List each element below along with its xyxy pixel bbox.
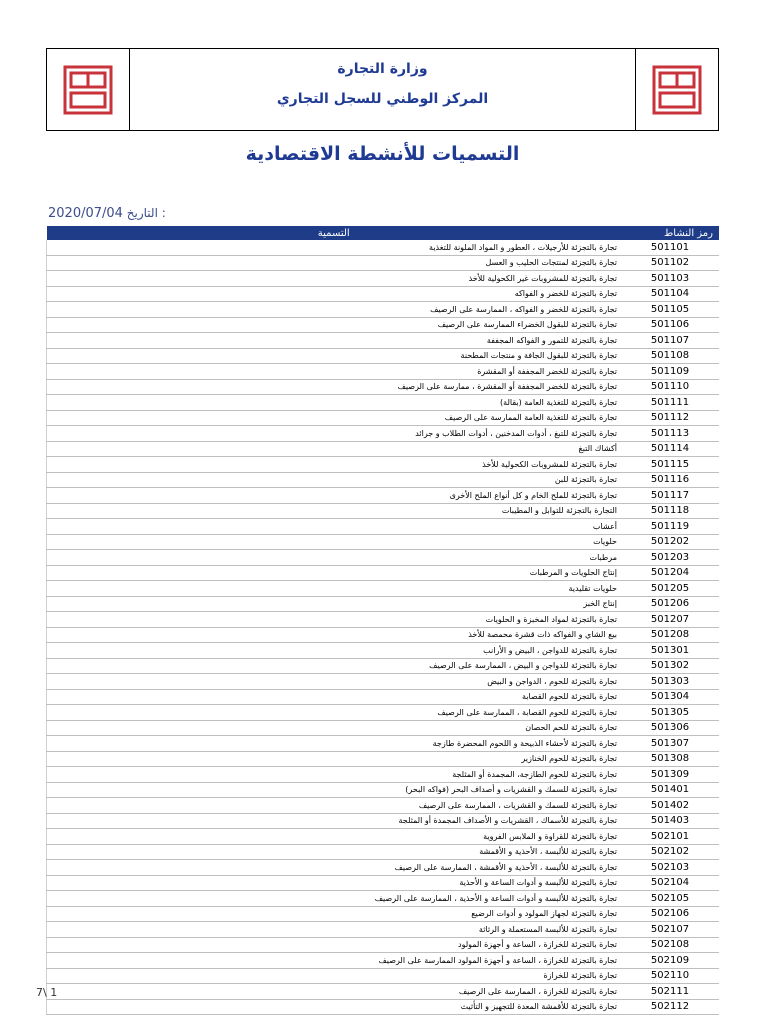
col-code-header: رمز النشاط [621,226,719,240]
activity-name: تجارة بالتجزئة للأسماك ، القشريات و الأصداف المجمدة أو المثلجة [47,813,622,829]
table-row [47,999,720,1015]
activity-name: تجارة بالتجزئة للبقول الجافة و منتجات المطحنة [47,348,622,364]
activity-name: تجارة بالتجزئة للخضر المجففة أو المقشرة ، ممارسة على الرصيف [47,379,622,395]
left-logo-cell [47,49,130,130]
activity-code: 501114 [621,441,719,457]
activity-name: تجارة بالتجزئة للسمك و القشريات ، الممارسة على الرصيف [47,798,622,814]
header-box [46,48,719,131]
activity-code: 501103 [621,271,719,287]
activity-code: 501108 [621,348,719,364]
activity-code: 502107 [621,922,719,938]
activity-code: 501207 [621,612,719,628]
activity-code: 501403 [621,813,719,829]
activity-code: 501102 [621,255,719,271]
date-label: التاريخ : [126,206,166,220]
header-titles [129,49,636,130]
table-row [47,612,720,628]
activity-code: 501203 [621,550,719,566]
activity-code: 502108 [621,937,719,953]
activity-code: 502105 [621,891,719,907]
activity-name: تجارة بالتجزئة للخرازة ، الساعة و أجهزة المولود الممارسة على الرصيف [47,953,622,969]
table-row [47,395,720,411]
activity-name: تجارة بالتجزئة للخضر المجففة أو المقشرة [47,364,622,380]
activity-code: 501101 [621,240,719,255]
activity-code: 502101 [621,829,719,845]
activity-code: 502104 [621,875,719,891]
table-row [47,937,720,953]
activity-code: 502106 [621,906,719,922]
activity-code: 501117 [621,488,719,504]
date-value: 2020/07/04 [48,206,123,221]
table-row [47,488,720,504]
activity-name: أكشاك التبغ [47,441,622,457]
table-row [47,798,720,814]
activity-name: تجارة بالتجزئة للبقول الخضراء الممارسة على الرصيف [47,317,622,333]
table-row [47,674,720,690]
activity-name: تجارة بالتجزئة لجهاز المولود و أدوات الرضيع [47,906,622,922]
activity-code: 501105 [621,302,719,318]
activity-name: تجارة بالتجزئة لأحشاء الذبيحة و اللحوم المحضرة طازجة [47,736,622,752]
right-logo-cell [635,49,718,130]
activity-code: 501303 [621,674,719,690]
table-header-row [47,226,720,240]
activity-code: 501304 [621,689,719,705]
activity-name: تجارة بالتجزئة لمواد المخبزة و الحلويات [47,612,622,628]
activity-code: 501110 [621,379,719,395]
table-row [47,441,720,457]
activity-name: تجارة بالتجزئة للدواجن و البيض ، الممارسة على الرصيف [47,658,622,674]
table-row [47,410,720,426]
activity-code: 502110 [621,968,719,984]
activity-name: تجارة بالتجزئة للأقمشة المعدة للتجهيز و التأثيث [47,999,622,1015]
activity-code: 501308 [621,751,719,767]
table-row [47,519,720,535]
table-row [47,271,720,287]
table-row [47,720,720,736]
table-row [47,953,720,969]
activity-code: 501204 [621,565,719,581]
activity-code: 501116 [621,472,719,488]
table-row [47,860,720,876]
activity-name: تجارة بالتجزئة للتبغ ، أدوات المدخنين ، أدوات الطلاب و جرائد [47,426,622,442]
table-row [47,705,720,721]
date-line [48,206,166,221]
activity-name: تجارة بالتجزئة للألبسة و أدوات الساعة و الأحذية [47,875,622,891]
activity-code: 501118 [621,503,719,519]
table-row [47,689,720,705]
activity-name: تجارة بالتجزئة للمشروبات الكحولية للأخذ [47,457,622,473]
table-row [47,627,720,643]
table-row [47,534,720,550]
activity-name: تجارة بالتجزئة للدواجن ، البيض و الأرانب [47,643,622,659]
table-row [47,550,720,566]
activity-name: إنتاج الحلويات و المرطبات [47,565,622,581]
activity-code: 502103 [621,860,719,876]
table-row [47,364,720,380]
table-row [47,255,720,271]
activity-name: تجارة بالتجزئة للتغذية العامة الممارسة على الرصيف [47,410,622,426]
table-row [47,317,720,333]
activity-name: تجارة بالتجزئة للملح الخام و كل أنواع الملح الأخرى [47,488,622,504]
activity-name: تجارة بالتجزئة للألبسة و أدوات الساعة و الأحذية ، الممارسة على الرصيف [47,891,622,907]
table-row [47,286,720,302]
table-row [47,751,720,767]
activity-name: تجارة بالتجزئة للبن [47,472,622,488]
ministry-name: وزارة التجارة [337,61,428,77]
table-row [47,658,720,674]
table-row [47,472,720,488]
activity-code: 501306 [621,720,719,736]
table-row [47,457,720,473]
table-row [47,922,720,938]
activity-name: تجارة بالتجزئة لمنتجات الحليب و العسل [47,255,622,271]
activity-code: 501104 [621,286,719,302]
activity-code: 501301 [621,643,719,659]
activity-name: أعشاب [47,519,622,535]
table-row [47,829,720,845]
activity-code: 501309 [621,767,719,783]
activity-name: تجارة بالتجزئة للألبسة ، الأحذية و الأقمشة ، الممارسة على الرصيف [47,860,622,876]
activity-code: 501106 [621,317,719,333]
activity-name: تجارة بالتجزئة للتمور و الفواكه المجففة [47,333,622,349]
activity-code: 501113 [621,426,719,442]
cnrc-logo [652,65,702,115]
activity-name: تجارة بالتجزئة للمشروبات غير الكحولية للأخذ [47,271,622,287]
activity-code: 501302 [621,658,719,674]
table-body [47,240,720,1015]
activity-name: التجارة بالتجزئة للتوابل و المطيبات [47,503,622,519]
activity-code: 502111 [621,984,719,1000]
activity-name: تجارة بالتجزئة للحوم الطازجة، المجمدة أو المثلجة [47,767,622,783]
table-row [47,906,720,922]
activities-table [46,226,719,1015]
activity-name: إنتاج الخبز [47,596,622,612]
table-row [47,767,720,783]
cnrc-logo [63,65,113,115]
activity-code: 501205 [621,581,719,597]
activity-name: حلويات تقليدية [47,581,622,597]
activity-code: 501112 [621,410,719,426]
col-name-header: التسمية [47,226,622,240]
activity-name: تجارة بالتجزئة للخرازة ، الساعة و أجهزة المولود [47,937,622,953]
table-row [47,565,720,581]
activity-name: تجارة بالتجزئة للحوم القصابة ، الممارسة على الرصيف [47,705,622,721]
activity-code: 502102 [621,844,719,860]
table-row [47,875,720,891]
table-row [47,596,720,612]
activity-name: مرطبات [47,550,622,566]
table-row [47,782,720,798]
activity-code: 501119 [621,519,719,535]
table-row [47,240,720,255]
activity-name: تجارة بالتجزئة للخضر و الفواكه [47,286,622,302]
activity-code: 501202 [621,534,719,550]
activity-name: تجارة بالتجزئة للخضر و الفواكه ، الممارسة على الرصيف [47,302,622,318]
table-row [47,891,720,907]
table-row [47,643,720,659]
table-row [47,736,720,752]
table-row [47,503,720,519]
activity-code: 502109 [621,953,719,969]
center-name: المركز الوطني للسجل التجاري [276,91,489,107]
activity-code: 501307 [621,736,719,752]
activity-name: تجارة بالتجزئة للتغذية العامة (بقالة) [47,395,622,411]
activity-name: تجارة بالتجزئة للحوم القصابة [47,689,622,705]
table-row [47,426,720,442]
activity-name: تجارة بالتجزئة للحوم ، الدواجن و البيض [47,674,622,690]
table-row [47,581,720,597]
document-title: التسميات للأنشطة الاقتصادية [245,143,520,165]
activity-name: بيع الشاي و الفواكه ذات قشرة محمصة للأخذ [47,627,622,643]
activity-code: 501402 [621,798,719,814]
activity-name: تجارة بالتجزئة للحوم الخنازير [47,751,622,767]
activity-code: 501107 [621,333,719,349]
activity-name: تجارة بالتجزئة للخرازة ، الممارسة على الرصيف [47,984,622,1000]
page-number: 7\ 1 [36,986,58,999]
activity-code: 501111 [621,395,719,411]
activity-code: 501305 [621,705,719,721]
activity-name: تجارة بالتجزئة للسمك و القشريات و أصداف البحر (فواكه البحر) [47,782,622,798]
activity-name: تجارة بالتجزئة للقراوة و الملابس الفروية [47,829,622,845]
activity-code: 501115 [621,457,719,473]
activity-name: تجارة بالتجزئة للأرجيلات ، العطور و المواد الملونة للتغذية [47,240,622,255]
activity-name: حلويات [47,534,622,550]
table-row [47,348,720,364]
activity-name: تجارة بالتجزئة للخرازة [47,968,622,984]
table-row [47,379,720,395]
activity-code: 501206 [621,596,719,612]
table-row [47,302,720,318]
activity-code: 501401 [621,782,719,798]
table-row [47,333,720,349]
activity-code: 502112 [621,999,719,1015]
table-row [47,813,720,829]
activity-name: تجارة بالتجزئة للحم الحصان [47,720,622,736]
table-row [47,968,720,984]
activity-name: تجارة بالتجزئة للألبسة المستعملة و الرثاثة [47,922,622,938]
table-row [47,984,720,1000]
activity-code: 501208 [621,627,719,643]
activity-name: تجارة بالتجزئة للألبسة ، الأحذية و الأقمشة [47,844,622,860]
table-row [47,844,720,860]
activity-code: 501109 [621,364,719,380]
